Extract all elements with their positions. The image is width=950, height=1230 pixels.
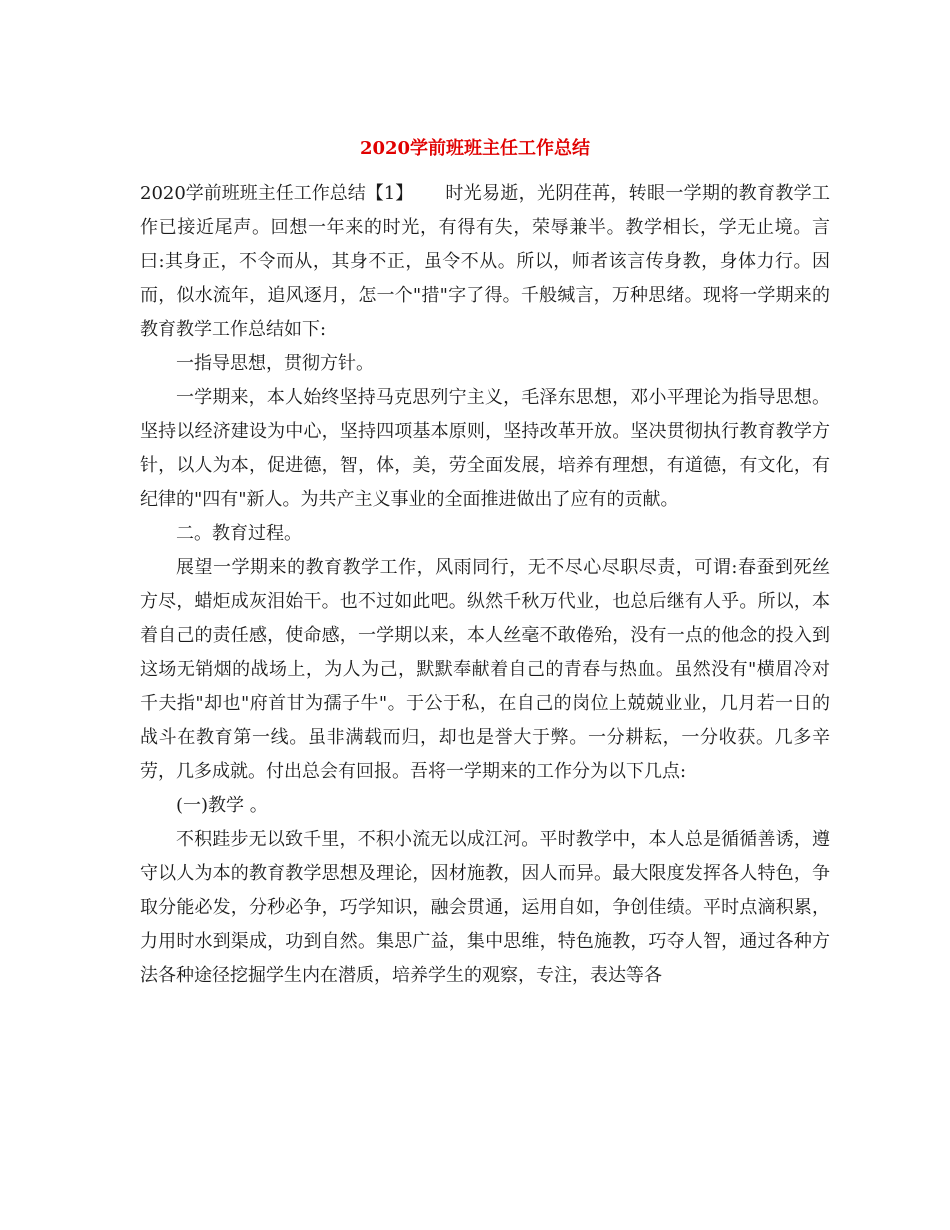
paragraph-education-process: 展望一学期来的教育教学工作，风雨同行，无不尽心尽职尽责，可谓:春蚕到死丝方尽，蜡炬成灰泪始干。也不过如此吧。纵然千秋万代业，也总后继有人乎。所以，本着自己的责任感，使命感，一学期以来，本人丝毫不敢倦殆，没有一点的他念的投入到这场无销烟的战场上，为人为己，默默奉献着自己的青春与热血。虽然没有"横眉冷对千夫指"却也"府首甘为孺子牛"。于公于私，在自己的岗位上兢兢业业，几月若一日的战斗在教育第一线。虽非满载而归，却也是誉大于弊。一分耕耘，一分收获。几多辛劳，几多成就。付出总会有回报。吾将一学期来的工作分为以下几点: (140, 557, 830, 782)
document-body (140, 177, 830, 993)
paragraph-guiding-thought: 一学期来，本人始终坚持马克思列宁主义，毛泽东思想，邓小平理论为指导思想。坚持以经济建设为中心，坚持四项基本原则，坚持改革开放。坚决贯彻执行教育教学方针，以人为本，促进德，智，体，美，劳全面发展，培养有理想，有道德，有文化，有纪律的"四有"新人。为共产主义事业的全面推进做出了应有的贡献。 (140, 387, 830, 510)
paragraph-text: 时光易逝，光阴荏苒，转眼一学期的教育教学工作已接近尾声。回想一年来的时光，有得有失，荣辱兼半。教学相长，学无止境。言曰:其身正，不令而从，其身不正，虽令不从。所以，师者该言传身教，身体力行。因而，似水流年，追风逐月，怎一个"措"字了得。千般缄言，万种思绪。现将一学期来的教育教学工作总结如下: (140, 183, 830, 340)
intro-label: 2020学前班班主任工作总结【1】 (140, 183, 414, 204)
heading-guiding-thought: 一指导思想，贯彻方针。 (176, 353, 374, 374)
document-title: 2020学前班班主任工作总结 (359, 138, 591, 159)
heading-teaching: (一)教学 。 (176, 795, 268, 816)
heading-education-process: 二。教育过程。 (176, 523, 302, 544)
paragraph-teaching: 不积跬步无以致千里，不积小流无以成江河。平时教学中，本人总是循循善诱，遵守以人为本的教育教学思想及理论，因材施教，因人而异。最大限度发挥各人特色，争取分能必发，分秒必争，巧学知识，融会贯通，运用自如，争创佳绩。平时点滴积累，力用时水到渠成，功到自然。集思广益，集中思维，特色施教，巧夺人智，通过各种方法各种途径挖掘学生内在潜质，培养学生的观察，专注，表达等各 (140, 829, 830, 986)
intro-paragraph (140, 177, 830, 347)
